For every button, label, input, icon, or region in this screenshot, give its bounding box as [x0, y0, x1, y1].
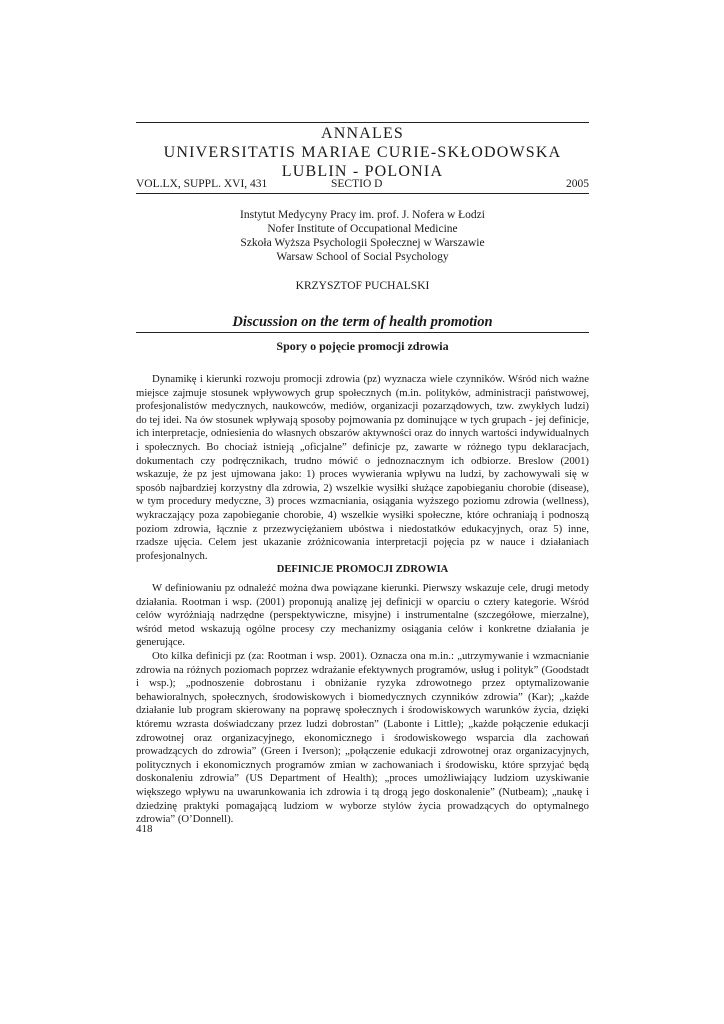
affiliation-2: Nofer Institute of Occupational Medicine — [267, 223, 458, 235]
top-rule — [136, 122, 589, 123]
section-heading: DEFINICJE PROMOCJI ZDROWIA — [276, 564, 449, 575]
section-paragraph-2: Oto kilka definicji pz (za: Rootman i wsp. 2001). Oznacza ona m.in.: „utrzymywanie i wzmacnianie zdrowia na różnych poziomach poprzez wdrażanie efektywnych programów, usług i polityk” (Goodstadt i wsp.); „podnoszenie dobrostanu i obniżanie ryzyka zdrowotnego przez optymalizowanie behawioralnych, społecznych, środowiskowych i biomedycznych czynników zdrowia” (Kar); „każde działanie lub program skierowany na poprawę społecznych i środowiskowych warunków życia, dzięki któremu wzrasta doświadczany przez ludzi dobrostan” (Labonte i Little); „każde połączenie edukacji zdrowotnej oraz organizacyjnego, ekonomicznego i środowiskowego wsparcia dla zachowań prowadzących do zdrowia” (Green i Iverson); „połączenie edukacji zdrowotnej oraz organizacyjnych, politycznych i ekonomicznych programów zmian w zachowaniach i środowisku, które sprzyjać będą doskonaleniu zdrowia” (US Department of Health); „proces umożliwiający ludziom uzyskiwanie większego wpływu na uwarunkowania ich zdrowia i tą drogą jego doskonalenie” (Nutbeam); „naukę i dziedzinę praktyki pomagającą ludziom w wyborze stylów życia prowadzących do optymalnego zdrowia” (O’Donnell). — [136, 650, 589, 826]
title-rule — [136, 332, 589, 333]
section-paragraph-1: W definiowaniu pz odnaleźć można dwa powiązane kierunki. Pierwszy wskazuje cele, drugi metody działania. Rootman i wsp. (2001) proponują analizę jej definicji w oparciu o cztery kategorie. Wśród celów wyróżniają nadrzędne (perspektywiczne, misyjne) i instrumentalne (szczegółowe, mierzalne), wśród metod wskazują ogólne procesy czy mechanizmy osiągania celów i konkretne działania je generujące. — [136, 582, 589, 649]
journal-name-line2: UNIVERSITATIS MARIAE CURIE-SKŁODOWSKA — [163, 144, 562, 161]
year-info: 2005 — [566, 178, 589, 190]
section-info: SECTIO D — [331, 178, 383, 190]
article-subtitle: Spory o pojęcie promocji zdrowia — [276, 339, 449, 353]
affiliation-1: Instytut Medycyny Pracy im. prof. J. Nofera w Łodzi — [240, 209, 485, 221]
volume-info: VOL.LX, SUPPL. XVI, 431 — [136, 178, 268, 190]
article-title: Discussion on the term of health promotion — [232, 314, 493, 330]
masthead-bottom-rule — [136, 193, 589, 194]
affiliation-4: Warsaw School of Social Psychology — [276, 251, 449, 263]
intro-paragraph: Dynamikę i kierunki rozwoju promocji zdrowia (pz) wyznacza wiele czynników. Wśród nich ważne miejsce zajmuje stosunek wpływowych grup społecznych (m.in. polityków, administracji państwowej, profesjonalistów medycznych, naukowców, mediów, organizacji pozarządowych, tzw. zwykłych ludzi) do tej idei. Na ów stosunek wpływają sposoby pojmowania pz dominujące w tych grupach - jej definicje, ich interpretacje, odniesienia do własnych obszarów aktywności oraz do innych wartości indywidualnych i społecznych. Bo chociaż istnieją „oficjalne” definicje pz, zawarte w różnego typu deklaracjach, dokumentach czy podręcznikach, trudno mówić o jednoznacznym ich odbiorze. Breslow (2001) wskazuje, że pz jest ujmowana jako: 1) proces wywierania wpływu na ludzi, by zachowywali się w sposób najbardziej korzystny dla zdrowia, 2) wszelkie wysiłki służące zapobieganiu chorobie (disease), w tym procedury medyczne, 3) proces wzmacniania, osiągania wyższego poziomu zdrowia (wellness), wykraczający poza zapobieganie chorobie, 4) wszelkie wysiłki społeczne, które ochraniają i podnoszą poziom zdrowia, łącznie z przezwyciężaniem ubóstwa i niedostatków edukacyjnych, oraz 5) inne, rzadsze ujęcia. Celem jest ukazanie zróżnicowania interpretacji pojęcia pz w nauce i działaniach profesjonalnych. — [136, 373, 589, 562]
journal-name-line1: ANNALES — [320, 125, 405, 142]
affiliation-3: Szkoła Wyższa Psychologii Społecznej w Warszawie — [240, 237, 485, 249]
journal-name-line3: LUBLIN - POLONIA — [281, 163, 444, 180]
author-name: KRZYSZTOF PUCHALSKI — [295, 280, 430, 292]
page-number: 418 — [136, 823, 153, 835]
